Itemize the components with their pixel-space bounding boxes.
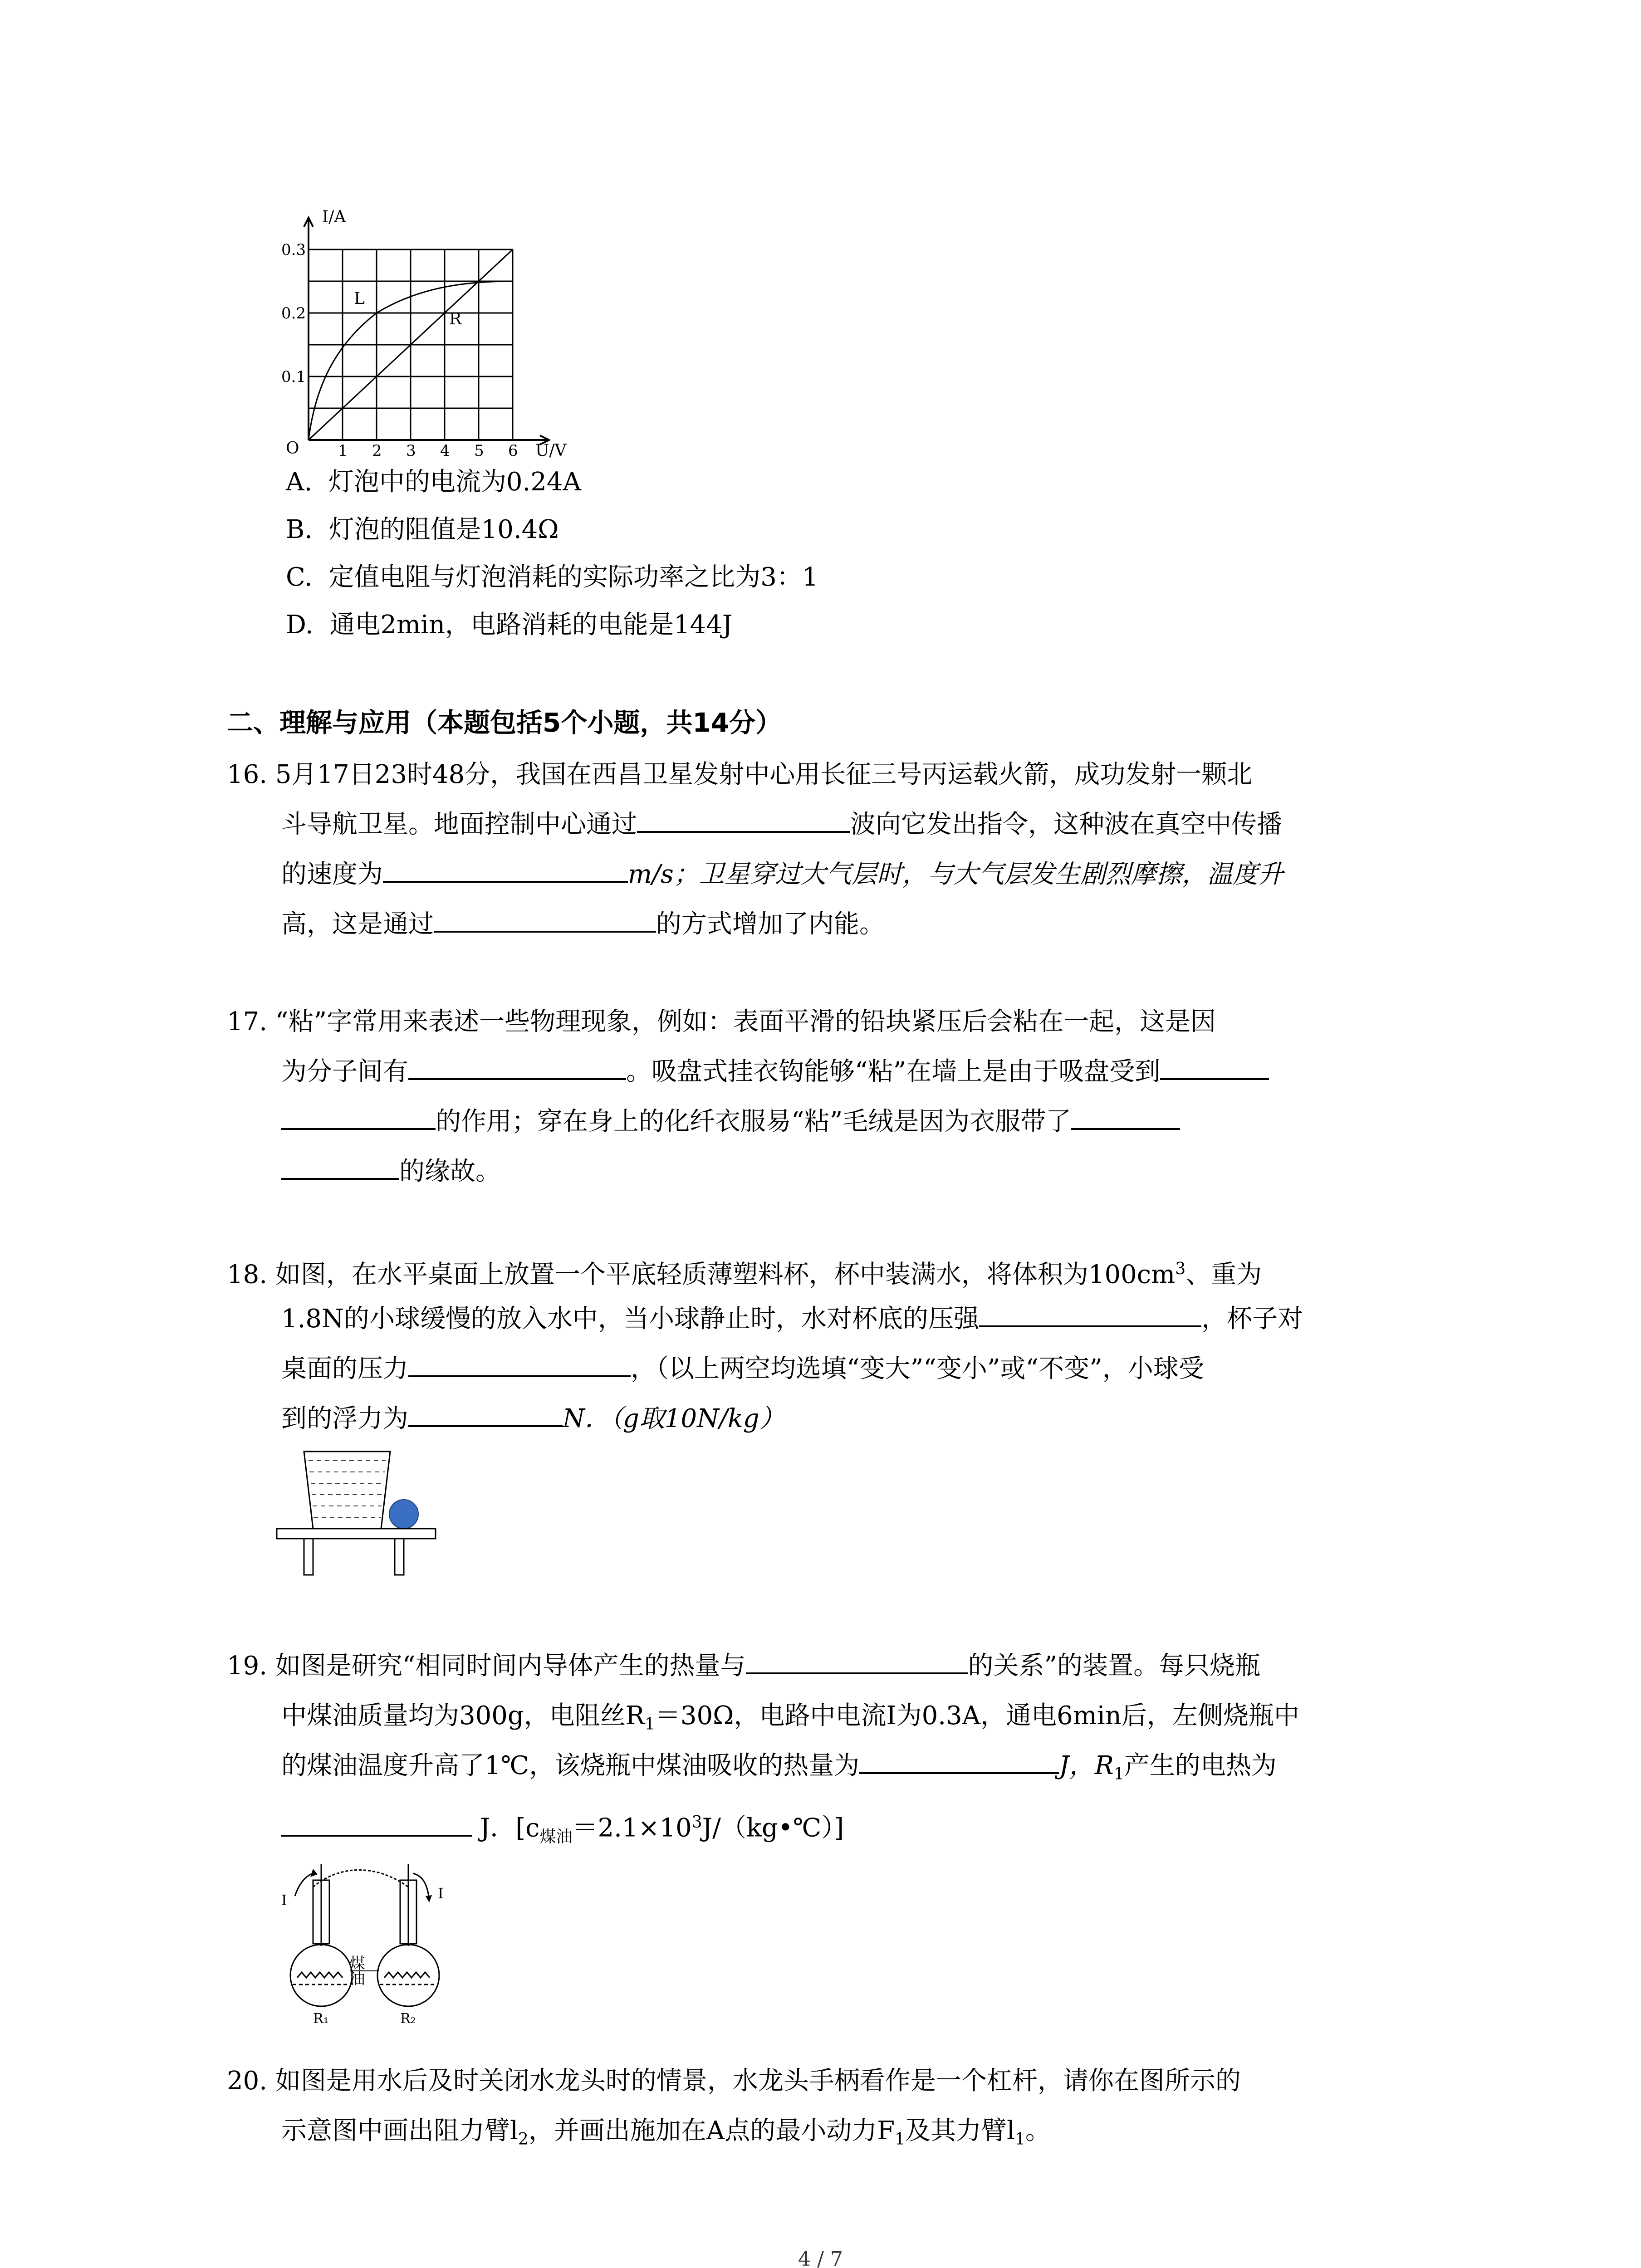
q19-line4: J．$[c_{煤油}=2.1\times 10^3J/(kg•℃)]$ [281,1810,844,1850]
section-heading: 二、理解与应用（本题包括5个小题，共14分） [227,707,782,738]
x-tick-label: 4 [440,442,450,460]
r1-label: R₁ [313,2011,329,2027]
y-tick-label: 0.1 [281,368,306,386]
answer-blank[interactable] [1071,1110,1180,1130]
answer-blank[interactable] [408,1060,626,1080]
q16-line1: 16. 5月17日23时48分，我国在西昌卫星发射中心用长征三号丙运载火箭，成功发射一颗北 [227,760,1253,789]
page-number: 4 / 7 [798,2248,843,2268]
q18-line3: 桌面的压力 ，（以上两空均选填“变大”“变小”或“不变”，小球受 [281,1354,1204,1383]
r2-label: R₂ [400,2011,416,2027]
answer-blank[interactable] [408,1407,563,1427]
option-text: 定值电阻与灯泡消耗的实际功率之比为3：1 [328,562,818,592]
y-tick-label: 0.3 [281,241,306,259]
question-number: 20. [227,2066,268,2096]
option-letter: D. [286,610,314,640]
answer-blank[interactable] [281,1817,472,1837]
q18-line1: 18. 如图，在水平桌面上放置一个平底轻质薄塑料杯，杯中装满水，将体积为$100cm^3$、重为 [227,1260,1262,1290]
y-tick-label: 0.2 [281,304,306,323]
x-tick-label: 2 [372,442,382,460]
option-text: 通电2min，电路消耗的电能是144J [329,610,733,640]
table-leg-right [395,1539,404,1575]
q17-line3: 的作用；穿在身上的化纤衣服易“粘”毛绒是因为衣服带了 [281,1109,1180,1134]
table-top [277,1529,436,1539]
answer-blank[interactable] [979,1307,1201,1327]
q17-line1: 17. “粘”字常用来表述一些物理现象，例如：表面平滑的铅块紧压后会粘在一起，这是因 [227,1007,1216,1036]
arrowhead-icon [310,1869,318,1877]
q18-line4: 到的浮力为 N．（g取10N/kg） [281,1404,785,1433]
question-number: 19. [227,1651,268,1681]
blue-ball [389,1500,418,1529]
cup-table-figure [272,1442,445,1579]
table-leg-left [304,1539,313,1575]
option-text: 灯泡的阻值是10.4Ω [328,515,559,544]
answer-blank[interactable] [859,1754,1059,1774]
oil-label: 煤油 [347,1955,365,1986]
q16-line2: 斗导航卫星。地面控制中心通过 波向它发出指令，这种波在真空中传播 [281,810,1282,839]
q19-line3: 的煤油温度升高了1℃，该烧瓶中煤油吸收的热量为 J，$R_1$产生的电热为 [281,1751,1277,1784]
option-letter: B. [286,515,313,544]
origin-label: O [286,439,299,458]
q20-line2: 示意图中画出阻力臂$l_2$，并画出施加在A点的最小动力$F_1$及其力臂$l_1$。 [281,2116,1051,2149]
connecting-wire [313,1870,408,1887]
q20-line1: 20. 如图是用水后及时关闭水龙头时的情景，水龙头手柄看作是一个杠杆，请你在图所示的 [227,2066,1241,2096]
flask-apparatus-figure [272,1855,490,2028]
iv-graph-figure [272,209,581,463]
current-label-left: I [281,1892,287,1909]
x-tick-label: 3 [406,442,416,460]
answer-blank[interactable] [637,813,850,833]
answer-blank[interactable] [1160,1060,1269,1080]
q19-line1: 19. 如图是研究“相同时间内导体产生的热量与 的关系”的装置。每只烧瓶 [227,1651,1261,1681]
q18-line2: 1.8N的小球缓慢的放入水中，当小球静止时，水对杯底的压强 ，杯子对 [281,1304,1303,1334]
y-axis-label: I/A [322,209,346,226]
answer-blank[interactable] [408,1357,631,1377]
option-letter: C. [286,562,313,592]
option-c [286,562,818,592]
question-number: 18. [227,1260,268,1290]
q19-line2: 中煤油质量均为300g，电阻丝$R_1=30\Omega$，电路中电流I为0.3A，通电6min后，左侧烧瓶中 [281,1701,1299,1734]
q16-line4: 高，这是通过 的方式增加了内能。 [281,909,885,939]
x-tick-label: 1 [338,442,348,460]
x-axis-label: U/V [535,441,567,460]
right-flask [377,1864,439,2006]
arrowhead-icon [426,1895,432,1902]
line-r-label: R [449,310,462,328]
option-letter: A. [286,467,313,497]
answer-blank[interactable] [281,1110,436,1130]
q16-line3: 的速度为 m/s；卫星穿过大气层时，与大气层发生剧烈摩擦，温度升 [281,860,1283,889]
answer-blank[interactable] [746,1654,968,1674]
current-arrow-right-icon [413,1873,429,1896]
curve-l-label: L [354,289,365,308]
option-d [286,612,732,638]
current-arrow-left-icon [295,1873,313,1896]
answer-blank[interactable] [383,863,628,883]
answer-blank[interactable] [281,1160,399,1180]
option-a [286,469,581,495]
question-number: 17. [227,1007,268,1036]
x-tick-label: 5 [474,442,484,460]
question-number: 16. [227,760,268,789]
x-tick-label: 6 [508,442,518,460]
current-label-right: I [438,1885,444,1902]
q17-line2: 为分子间有 。吸盘式挂衣钩能够“粘”在墙上是由于吸盘受到 [281,1059,1269,1085]
answer-blank[interactable] [434,913,656,933]
option-b [286,517,559,543]
q17-line4: 的缘故。 [281,1159,501,1184]
option-text: 灯泡中的电流为0.24A [328,467,581,497]
